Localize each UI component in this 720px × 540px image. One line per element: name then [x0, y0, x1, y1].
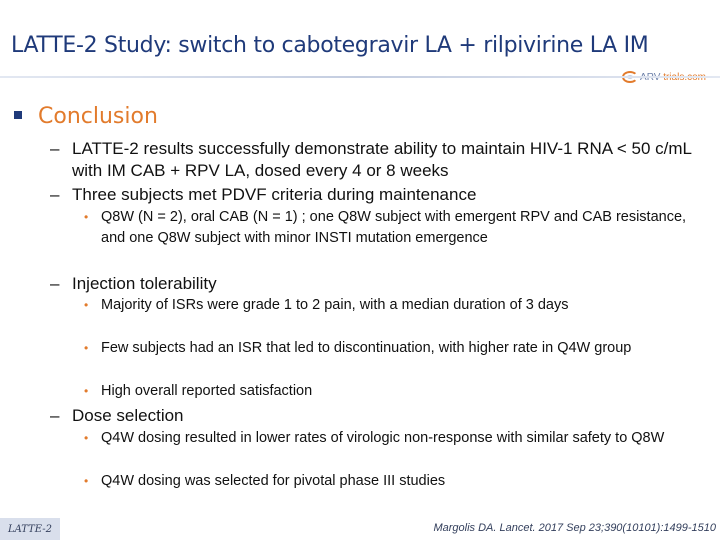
- section-heading: [14, 104, 158, 129]
- sub-bullet-text: Q4W dosing was selected for pivotal phase III studies: [101, 473, 446, 489]
- bullet-text: Three subjects met PDVF criteria during maintenance: [72, 185, 477, 204]
- sub-bullet-text: Few subjects had an ISR that led to discontinuation, with higher rate in Q4W group: [101, 340, 632, 356]
- sub-bullet-point: [84, 381, 714, 402]
- bullet-text: Injection tolerability: [72, 274, 217, 293]
- sub-bullet-text: Q8W (N = 2), oral CAB (N = 1) ; one Q8W subject with emergent RPV and CAB resistance, and one Q8W subject with minor INSTI mutation emergence: [101, 209, 687, 246]
- footer-tag: LATTE-2: [0, 518, 60, 540]
- dot-bullet-icon: •: [84, 210, 89, 224]
- sub-bullet-text: High overall reported satisfaction: [101, 383, 313, 399]
- sub-bullet-point: [84, 471, 714, 492]
- title-divider: [0, 76, 720, 78]
- dot-bullet-icon: •: [84, 298, 89, 312]
- square-bullet-icon: [14, 111, 22, 119]
- bullet-point: [50, 405, 715, 427]
- dot-bullet-icon: •: [84, 341, 89, 355]
- sub-bullet-point: [84, 338, 714, 359]
- bullet-text: LATTE-2 results successfully demonstrate ability to maintain HIV-1 RNA < 50 c/mL with IM CAB + RPV LA, dosed every 4 or 8 weeks: [72, 139, 692, 180]
- section-heading-label: Conclusion: [38, 104, 158, 129]
- sub-bullet-text: Majority of ISRs were grade 1 to 2 pain, with a median duration of 3 days: [101, 297, 569, 313]
- dash-bullet-icon: –: [50, 185, 60, 204]
- sub-bullet-point: [84, 428, 714, 449]
- citation: Margolis DA. Lancet. 2017 Sep 23;390(10101):1499-1510: [433, 522, 716, 534]
- dash-bullet-icon: –: [50, 274, 60, 293]
- dot-bullet-icon: •: [84, 431, 89, 445]
- dash-bullet-icon: –: [50, 406, 60, 425]
- bullet-point: [50, 184, 715, 206]
- dot-bullet-icon: •: [84, 474, 89, 488]
- slide-title: LATTE-2 Study: switch to cabotegravir LA + rilpivirine LA IM: [11, 33, 649, 58]
- sub-bullet-point: [84, 295, 714, 316]
- sub-bullet-text: Q4W dosing resulted in lower rates of virologic non-response with similar safety to Q8W: [101, 430, 665, 446]
- dot-bullet-icon: •: [84, 384, 89, 398]
- dash-bullet-icon: –: [50, 139, 60, 158]
- sub-bullet-point: [84, 207, 714, 249]
- bullet-text: Dose selection: [72, 406, 184, 425]
- bullet-point: [50, 273, 715, 295]
- bullet-point: [50, 138, 715, 182]
